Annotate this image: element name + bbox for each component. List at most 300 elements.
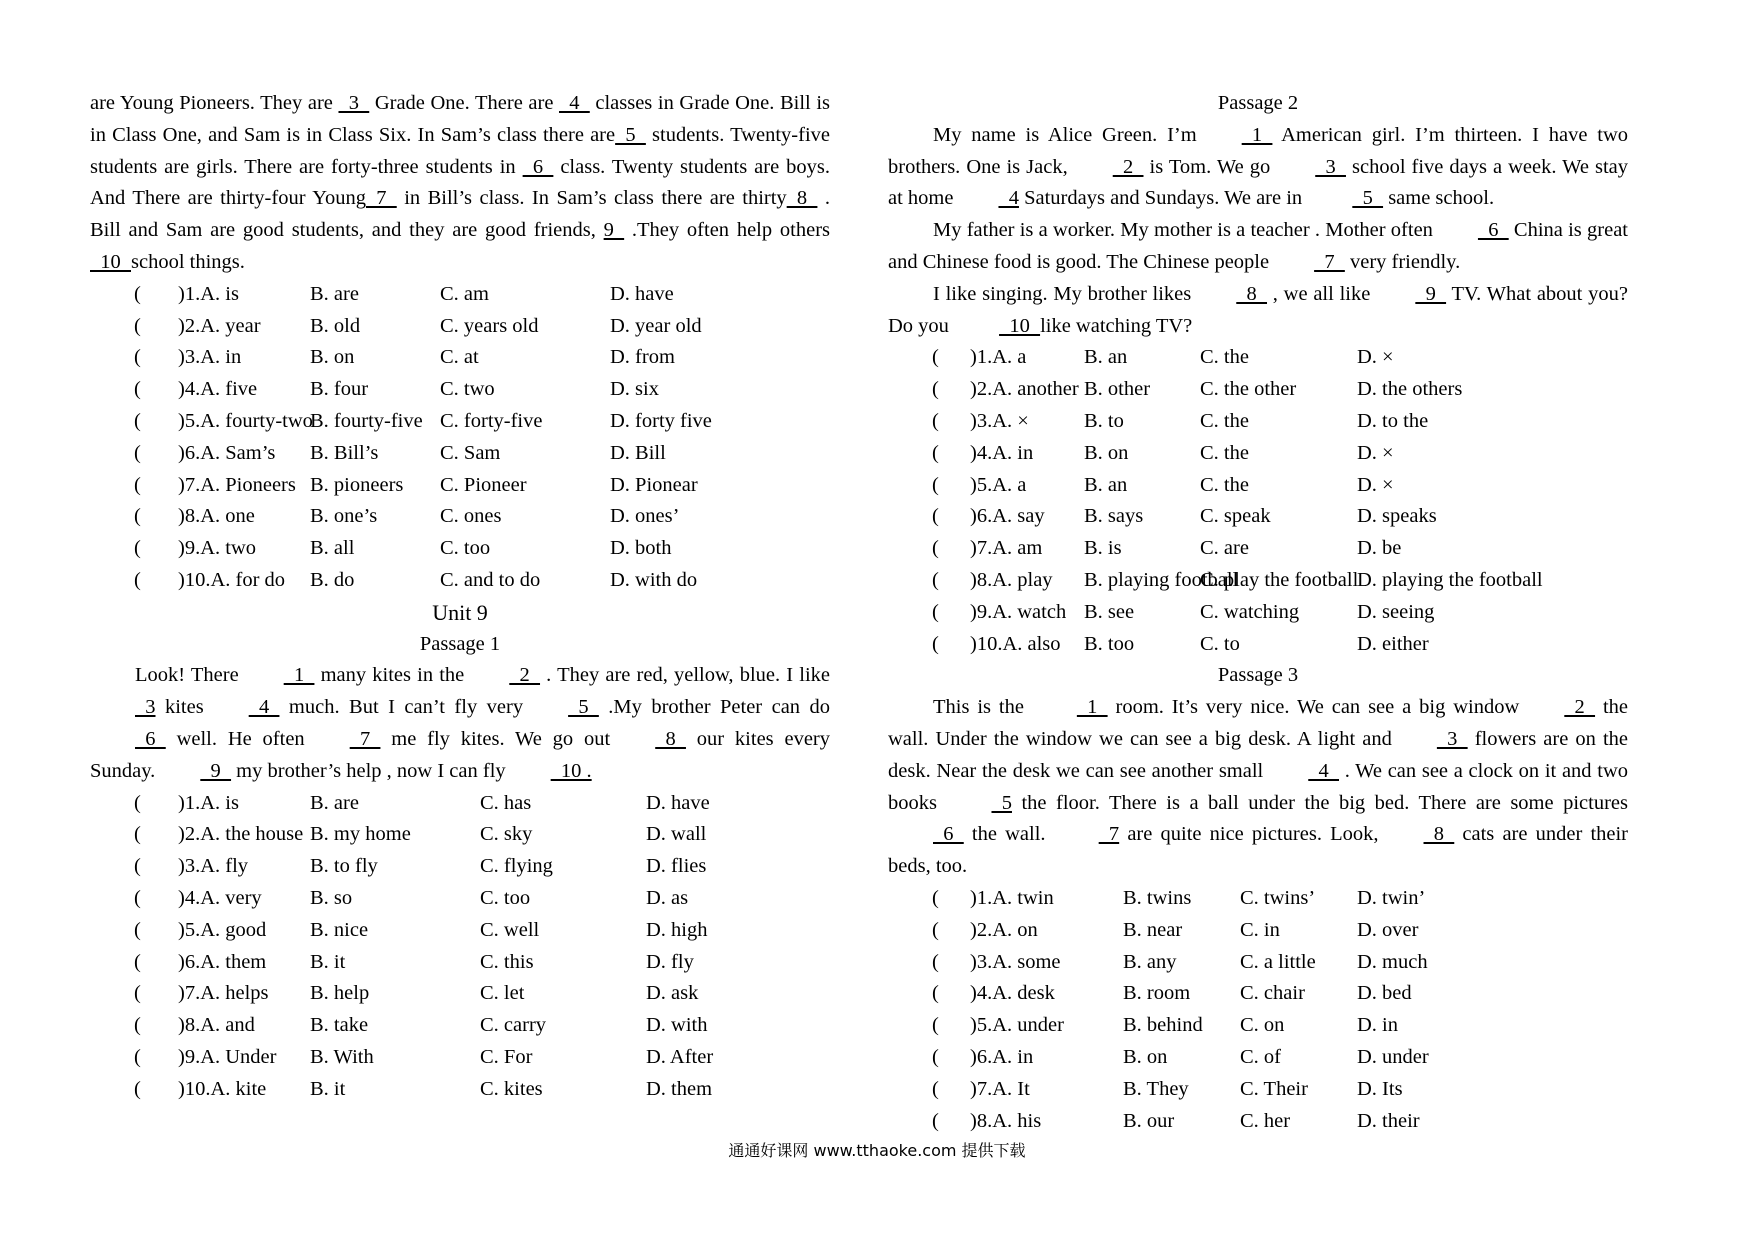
option-a: )6.A. Sam’s xyxy=(178,441,276,464)
answer-paren[interactable]: ( xyxy=(932,409,939,432)
option-b: B. too xyxy=(1084,632,1135,655)
question-row xyxy=(888,533,1628,565)
answer-blank: 5 xyxy=(615,123,646,146)
answer-paren[interactable]: ( xyxy=(134,918,141,941)
option-d: D. their xyxy=(1357,1109,1420,1132)
option-d: D. with do xyxy=(610,568,698,591)
answer-blank: 9 xyxy=(200,759,232,782)
option-d: D. as xyxy=(646,886,689,909)
option-c: C. at xyxy=(440,346,479,369)
question-row xyxy=(90,279,830,311)
option-b: B. on xyxy=(310,346,355,369)
answer-blank: 3 xyxy=(1315,155,1346,178)
answer-paren[interactable]: ( xyxy=(134,314,141,337)
passage-text: American girl. I’m thirteen. I have two brothers. One is Jack, xyxy=(888,123,1628,178)
option-c: C. For xyxy=(480,1045,533,1068)
option-a: )8.A. and xyxy=(178,1014,255,1037)
answer-paren[interactable]: ( xyxy=(932,1014,939,1037)
question-row xyxy=(90,342,830,374)
option-a: )5.A. good xyxy=(178,918,267,941)
option-a: )6.A. in xyxy=(970,1045,1034,1068)
option-b: B. all xyxy=(310,537,355,560)
option-d: D. over xyxy=(1357,918,1419,941)
option-b: B. so xyxy=(310,886,353,909)
option-a: )8.A. play xyxy=(970,568,1053,591)
answer-paren[interactable]: ( xyxy=(932,1045,939,1068)
option-d: D. forty five xyxy=(610,409,712,432)
answer-paren[interactable]: ( xyxy=(134,982,141,1005)
question-set-1 xyxy=(90,279,830,597)
option-b: B. near xyxy=(1123,918,1183,941)
option-c: C. play the football xyxy=(1200,568,1359,591)
question-row xyxy=(888,438,1628,470)
option-a: )7.A. helps xyxy=(178,982,269,1005)
passage-text: the wall. xyxy=(963,823,1054,846)
option-d: D. × xyxy=(1357,346,1394,369)
option-a: )3.A. some xyxy=(970,950,1061,973)
right-column xyxy=(888,88,1628,1137)
answer-blank: 2 xyxy=(1112,155,1144,178)
option-d: D. have xyxy=(610,282,674,305)
option-b: B. help xyxy=(310,982,370,1005)
option-c: C. the xyxy=(1200,473,1249,496)
option-a: )10.A. also xyxy=(970,632,1061,655)
footer-credit: 通通好课网 www.tthaoke.com 提供下载 xyxy=(728,1141,1026,1160)
unit-title: Unit 9 xyxy=(432,599,488,625)
option-b: B. take xyxy=(310,1014,369,1037)
question-row xyxy=(90,565,830,597)
option-a: )7.A. Pioneers xyxy=(178,473,296,496)
passage-text: me fly kites. We go out xyxy=(380,727,611,750)
answer-paren[interactable]: ( xyxy=(134,950,141,973)
passage-text: TV. What about you? Do you xyxy=(888,282,1628,337)
option-c: C. the other xyxy=(1200,378,1297,401)
option-d: D. fly xyxy=(646,950,694,973)
answer-blank: 2 xyxy=(1564,696,1596,719)
answer-paren[interactable]: ( xyxy=(932,600,939,623)
option-b: B. an xyxy=(1084,346,1128,369)
option-a: )3.A. fly xyxy=(178,855,249,878)
answer-blank: 7 xyxy=(349,727,381,750)
passage-text: Grade One. There are xyxy=(369,92,560,114)
option-b: B. any xyxy=(1123,950,1177,973)
answer-blank: 8 xyxy=(1423,823,1455,846)
answer-blank: 4 xyxy=(998,187,1019,210)
option-d: D. with xyxy=(646,1014,708,1037)
question-row xyxy=(888,470,1628,502)
option-c: C. to xyxy=(1200,632,1240,655)
option-d: D. be xyxy=(1357,537,1402,560)
passage-text: room. It’s very nice. We can see a big window xyxy=(1107,696,1520,719)
answer-blank: 9 xyxy=(1415,282,1447,305)
option-c: C. this xyxy=(480,950,534,973)
answer-blank: 4 xyxy=(559,92,590,114)
answer-blank: 3 xyxy=(135,696,156,719)
answer-paren[interactable]: ( xyxy=(134,568,141,591)
answer-paren[interactable]: ( xyxy=(134,1014,141,1037)
passage-text: class. Twenty students are boys. And There are thirty-four Young xyxy=(90,155,830,210)
option-d: D. wall xyxy=(646,823,707,846)
answer-blank: 10 xyxy=(999,314,1041,337)
question-row xyxy=(888,1106,1628,1138)
answer-paren[interactable]: ( xyxy=(932,632,939,655)
passage-text: are Young Pioneers. They are xyxy=(90,92,339,114)
option-c: C. years old xyxy=(440,314,539,337)
question-row xyxy=(888,1074,1628,1106)
passage-text: kites xyxy=(155,696,204,719)
option-c: C. has xyxy=(480,791,532,814)
option-c: C. too xyxy=(480,886,531,909)
question-row xyxy=(888,565,1628,597)
option-d: D. Bill xyxy=(610,441,666,464)
question-row xyxy=(90,978,830,1010)
answer-blank: 7 xyxy=(1314,250,1345,273)
option-d: D. After xyxy=(646,1045,714,1068)
answer-paren[interactable]: ( xyxy=(932,346,939,369)
option-d: D. ones’ xyxy=(610,505,680,528)
passage-1-text xyxy=(90,660,830,787)
option-a: )9.A. Under xyxy=(178,1045,277,1068)
option-b: B. are xyxy=(310,791,359,814)
answer-paren[interactable]: ( xyxy=(134,473,141,496)
option-c: C. speak xyxy=(1200,505,1271,528)
option-b: B. With xyxy=(310,1045,374,1068)
passage-text: . We can see a clock on it and two books xyxy=(888,759,1629,814)
passage-text: school five days a week. We stay at home xyxy=(888,155,1628,210)
option-b: B. my home xyxy=(310,823,411,846)
option-a: )7.A. am xyxy=(970,537,1043,560)
option-d: D. have xyxy=(646,791,710,814)
option-a: )6.A. them xyxy=(178,950,267,973)
option-c: C. of xyxy=(1240,1045,1281,1068)
question-row xyxy=(888,374,1628,406)
option-d: D. either xyxy=(1357,632,1429,655)
answer-blank: 4 xyxy=(1308,759,1339,782)
option-a: )2.A. on xyxy=(970,918,1038,941)
option-c: C. forty-five xyxy=(440,409,543,432)
option-a: )10.A. kite xyxy=(178,1077,267,1100)
option-c: C. Their xyxy=(1240,1077,1308,1100)
option-a: )8.A. his xyxy=(970,1109,1042,1132)
option-b: B. on xyxy=(1084,441,1129,464)
question-row xyxy=(888,1010,1628,1042)
option-a: )10.A. for do xyxy=(178,568,286,591)
answer-paren[interactable]: ( xyxy=(932,1109,939,1132)
option-b: B. one’s xyxy=(310,505,378,528)
answer-blank: 7 xyxy=(365,187,397,210)
passage-2-title: Passage 2 xyxy=(1217,92,1299,114)
question-row xyxy=(90,311,830,343)
left-column xyxy=(90,88,830,1106)
question-row xyxy=(90,915,830,947)
option-d: D. year old xyxy=(610,314,702,337)
passage-text: , we all like xyxy=(1267,282,1371,305)
passage-text: my brother’s help , now I can fly xyxy=(231,759,506,782)
option-a: )1.A. is xyxy=(178,791,239,814)
answer-blank: 5 xyxy=(1352,187,1384,210)
option-a: )8.A. one xyxy=(178,505,255,528)
option-d: D. high xyxy=(646,918,708,941)
option-d: D. six xyxy=(610,378,659,401)
answer-paren[interactable]: ( xyxy=(932,918,939,941)
option-d: D. × xyxy=(1357,473,1394,496)
answer-paren[interactable]: ( xyxy=(134,886,141,909)
option-d: D. under xyxy=(1357,1045,1429,1068)
passage-text: like watching TV? xyxy=(1040,314,1193,337)
answer-paren[interactable]: ( xyxy=(932,473,939,496)
answer-paren[interactable]: ( xyxy=(932,441,939,464)
answer-paren[interactable]: ( xyxy=(134,791,141,814)
answer-blank: 10 . xyxy=(550,759,592,782)
option-a: )5.A. a xyxy=(970,473,1027,496)
answer-blank: 3 xyxy=(1436,727,1468,750)
answer-blank: 1 xyxy=(1076,696,1108,719)
option-a: )6.A. say xyxy=(970,505,1045,528)
option-b: B. our xyxy=(1123,1109,1175,1132)
question-row xyxy=(888,597,1628,629)
passage-text: many kites in the xyxy=(314,664,465,687)
passage-text: well. He often xyxy=(165,727,305,750)
option-c: C. Sam xyxy=(440,441,501,464)
passage-text: very friendly. xyxy=(1344,250,1461,273)
passage-2-paragraph-1 xyxy=(888,120,1628,215)
passage-text: Look! There xyxy=(135,664,239,687)
option-c: C. on xyxy=(1240,1014,1285,1037)
answer-paren[interactable]: ( xyxy=(932,886,939,909)
answer-blank: 6 xyxy=(1477,219,1509,242)
answer-paren[interactable]: ( xyxy=(932,505,939,528)
question-row xyxy=(888,947,1628,979)
passage-3-title: Passage 3 xyxy=(1217,664,1299,687)
option-a: )2.A. year xyxy=(178,314,261,337)
option-c: C. the xyxy=(1200,441,1249,464)
option-c: C. two xyxy=(440,378,495,401)
option-c: C. the xyxy=(1200,409,1249,432)
answer-blank: 5 xyxy=(568,696,599,719)
answer-blank: 6 xyxy=(933,823,964,846)
option-a: )4.A. desk xyxy=(970,982,1055,1005)
question-row xyxy=(888,501,1628,533)
option-c: C. flying xyxy=(480,855,553,878)
answer-paren[interactable]: ( xyxy=(932,378,939,401)
option-b: B. are xyxy=(310,282,359,305)
option-a: )9.A. two xyxy=(178,537,257,560)
option-c: C. ones xyxy=(440,505,502,528)
answer-paren[interactable]: ( xyxy=(932,1077,939,1100)
answer-paren[interactable]: ( xyxy=(134,346,141,369)
answer-blank: 5 xyxy=(991,791,1012,814)
option-b: B. fourty-five xyxy=(310,409,423,432)
option-a: )7.A. It xyxy=(970,1077,1030,1100)
answer-blank: 7 xyxy=(1098,823,1120,846)
option-b: B. playing football xyxy=(1084,568,1239,591)
option-a: )4.A. very xyxy=(178,886,262,909)
option-c: C. sky xyxy=(480,823,533,846)
passage-text: My father is a worker. My mother is a teacher . Mother often xyxy=(933,219,1433,242)
option-b: B. twins xyxy=(1123,886,1192,909)
passage-3-text xyxy=(888,692,1628,883)
option-a: )2.A. the house xyxy=(178,823,304,846)
passage-2-paragraph-2 xyxy=(888,215,1628,279)
option-b: B. it xyxy=(310,1077,346,1100)
passage-1-title: Passage 1 xyxy=(419,632,501,655)
option-b: B. four xyxy=(310,378,369,401)
passage-text: . They are red, yellow, blue. I like xyxy=(540,664,830,687)
question-row xyxy=(888,1042,1628,1074)
option-d: D. flies xyxy=(646,855,707,878)
passage-text: much. But I can’t fly very xyxy=(279,696,524,719)
question-row xyxy=(90,438,830,470)
answer-blank: 1 xyxy=(1241,123,1273,146)
question-set-4 xyxy=(888,883,1628,1137)
question-row xyxy=(90,374,830,406)
answer-blank: 8 xyxy=(655,727,686,750)
option-c: C. Pioneer xyxy=(440,473,527,496)
option-d: D. speaks xyxy=(1357,505,1437,528)
option-d: D. both xyxy=(610,537,672,560)
passage-text: cats are under their beds, too. xyxy=(888,823,1629,878)
answer-paren[interactable]: ( xyxy=(134,409,141,432)
answer-paren[interactable]: ( xyxy=(134,282,141,305)
option-b: B. Bill’s xyxy=(310,441,379,464)
option-d: D. the others xyxy=(1357,378,1463,401)
passage-text: students. Twenty-five students are girls. There are forty-three students in xyxy=(90,123,831,178)
option-b: B. to fly xyxy=(310,855,378,878)
option-a: )3.A. × xyxy=(970,409,1029,432)
option-c: C. chair xyxy=(1240,982,1305,1005)
answer-paren[interactable]: ( xyxy=(134,1077,141,1100)
passage-text: the wall. Under the window we can see a big desk. A light and xyxy=(888,696,1628,750)
option-b: B. other xyxy=(1084,378,1151,401)
option-b: B. on xyxy=(1123,1045,1168,1068)
question-row xyxy=(90,1042,830,1074)
answer-blank: 2 xyxy=(509,664,541,687)
question-row xyxy=(90,406,830,438)
option-b: B. is xyxy=(1084,537,1122,560)
answer-paren[interactable]: ( xyxy=(134,537,141,560)
passage-text: .My brother Peter can do xyxy=(598,696,830,719)
answer-blank: 6 xyxy=(522,155,554,178)
passage-text: school things. xyxy=(131,250,245,273)
option-c: C. too xyxy=(440,537,491,560)
option-b: B. an xyxy=(1084,473,1128,496)
passage-text: are quite nice pictures. Look, xyxy=(1119,823,1379,846)
option-b: B. it xyxy=(310,950,346,973)
option-b: B. old xyxy=(310,314,361,337)
option-a: )4.A. five xyxy=(178,378,258,401)
passage-text: same school. xyxy=(1383,187,1495,210)
option-d: D. playing the football xyxy=(1357,568,1543,591)
answer-blank: 4 xyxy=(248,696,280,719)
option-d: D. to the xyxy=(1357,409,1429,432)
option-c: C. in xyxy=(1240,918,1280,941)
passage-text: I like singing. My brother likes xyxy=(933,282,1192,305)
option-c: C. kites xyxy=(480,1077,543,1100)
option-b: B. pioneers xyxy=(310,473,404,496)
answer-paren[interactable]: ( xyxy=(134,1045,141,1068)
question-row xyxy=(888,406,1628,438)
passage-text: the floor. There is a ball under the big bed. There are some pictures xyxy=(1011,791,1628,814)
question-row xyxy=(90,947,830,979)
option-c: C. the xyxy=(1200,346,1249,369)
option-c: C. watching xyxy=(1200,600,1300,623)
answer-blank: 1 xyxy=(283,664,315,687)
question-row xyxy=(90,788,830,820)
option-a: )4.A. in xyxy=(970,441,1034,464)
answer-blank: 3 xyxy=(338,92,370,114)
option-a: )2.A. another xyxy=(970,378,1079,401)
option-c: C. and to do xyxy=(440,568,541,591)
passage-text: flowers are on the desk. Near the desk we can see another small xyxy=(888,727,1628,782)
answer-paren[interactable]: ( xyxy=(932,982,939,1005)
question-row xyxy=(90,1010,830,1042)
question-row xyxy=(90,501,830,533)
option-d: D. much xyxy=(1357,950,1428,973)
passage-text: our kites every Sunday. xyxy=(90,727,831,782)
option-d: D. seeing xyxy=(1357,600,1435,623)
passage-text: China is great and Chinese food is good. The Chinese people xyxy=(888,219,1628,273)
option-a: )1.A. twin xyxy=(970,886,1054,909)
option-d: D. in xyxy=(1357,1014,1398,1037)
answer-paren[interactable]: ( xyxy=(134,378,141,401)
question-set-3 xyxy=(888,342,1628,660)
option-c: C. her xyxy=(1240,1109,1291,1132)
answer-paren[interactable]: ( xyxy=(932,537,939,560)
option-c: C. are xyxy=(1200,537,1249,560)
passage-text: My name is Alice Green. I’m xyxy=(933,123,1197,146)
answer-blank: 9 xyxy=(603,219,625,242)
option-d: D. Its xyxy=(1357,1077,1403,1100)
passage-text: .They often help others xyxy=(624,219,830,242)
answer-paren[interactable]: ( xyxy=(134,855,141,878)
passage-2-paragraph-3 xyxy=(888,279,1628,343)
option-b: B. do xyxy=(310,568,355,591)
answer-paren[interactable]: ( xyxy=(932,950,939,973)
passage-text: Saturdays and Sundays. We are in xyxy=(1018,187,1308,210)
question-row xyxy=(90,851,830,883)
option-a: )5.A. fourty-two xyxy=(178,409,313,432)
option-a: )1.A. a xyxy=(970,346,1027,369)
question-row xyxy=(888,883,1628,915)
question-row xyxy=(888,629,1628,661)
answer-blank: 6 xyxy=(135,727,166,750)
option-d: D. Pionear xyxy=(610,473,698,496)
answer-paren[interactable]: ( xyxy=(134,823,141,846)
option-d: D. bed xyxy=(1357,982,1412,1005)
option-b: B. says xyxy=(1084,505,1144,528)
passage-text: . Bill and Sam are good students, and they are good friends, xyxy=(90,187,831,242)
option-d: D. × xyxy=(1357,441,1394,464)
option-a: )9.A. watch xyxy=(970,600,1067,623)
option-b: B. to xyxy=(1084,409,1124,432)
passage-continuation xyxy=(90,88,830,279)
answer-paren[interactable]: ( xyxy=(134,441,141,464)
option-d: D. ask xyxy=(646,982,699,1005)
option-b: B. behind xyxy=(1123,1014,1203,1037)
option-b: B. nice xyxy=(310,918,369,941)
option-a: )3.A. in xyxy=(178,346,242,369)
option-d: D. from xyxy=(610,346,675,369)
answer-paren[interactable]: ( xyxy=(932,568,939,591)
question-row xyxy=(888,342,1628,374)
answer-paren[interactable]: ( xyxy=(134,505,141,528)
answer-blank: 8 xyxy=(786,187,818,210)
option-c: C. am xyxy=(440,282,489,305)
option-c: C. well xyxy=(480,918,540,941)
passage-text: classes in Grade One. Bill is in Class One, and Sam is in Class Six. In Sam’s class there are xyxy=(90,92,830,146)
passage-text: in Bill’s class. In Sam’s class there are thirty xyxy=(396,187,787,210)
question-row xyxy=(888,978,1628,1010)
